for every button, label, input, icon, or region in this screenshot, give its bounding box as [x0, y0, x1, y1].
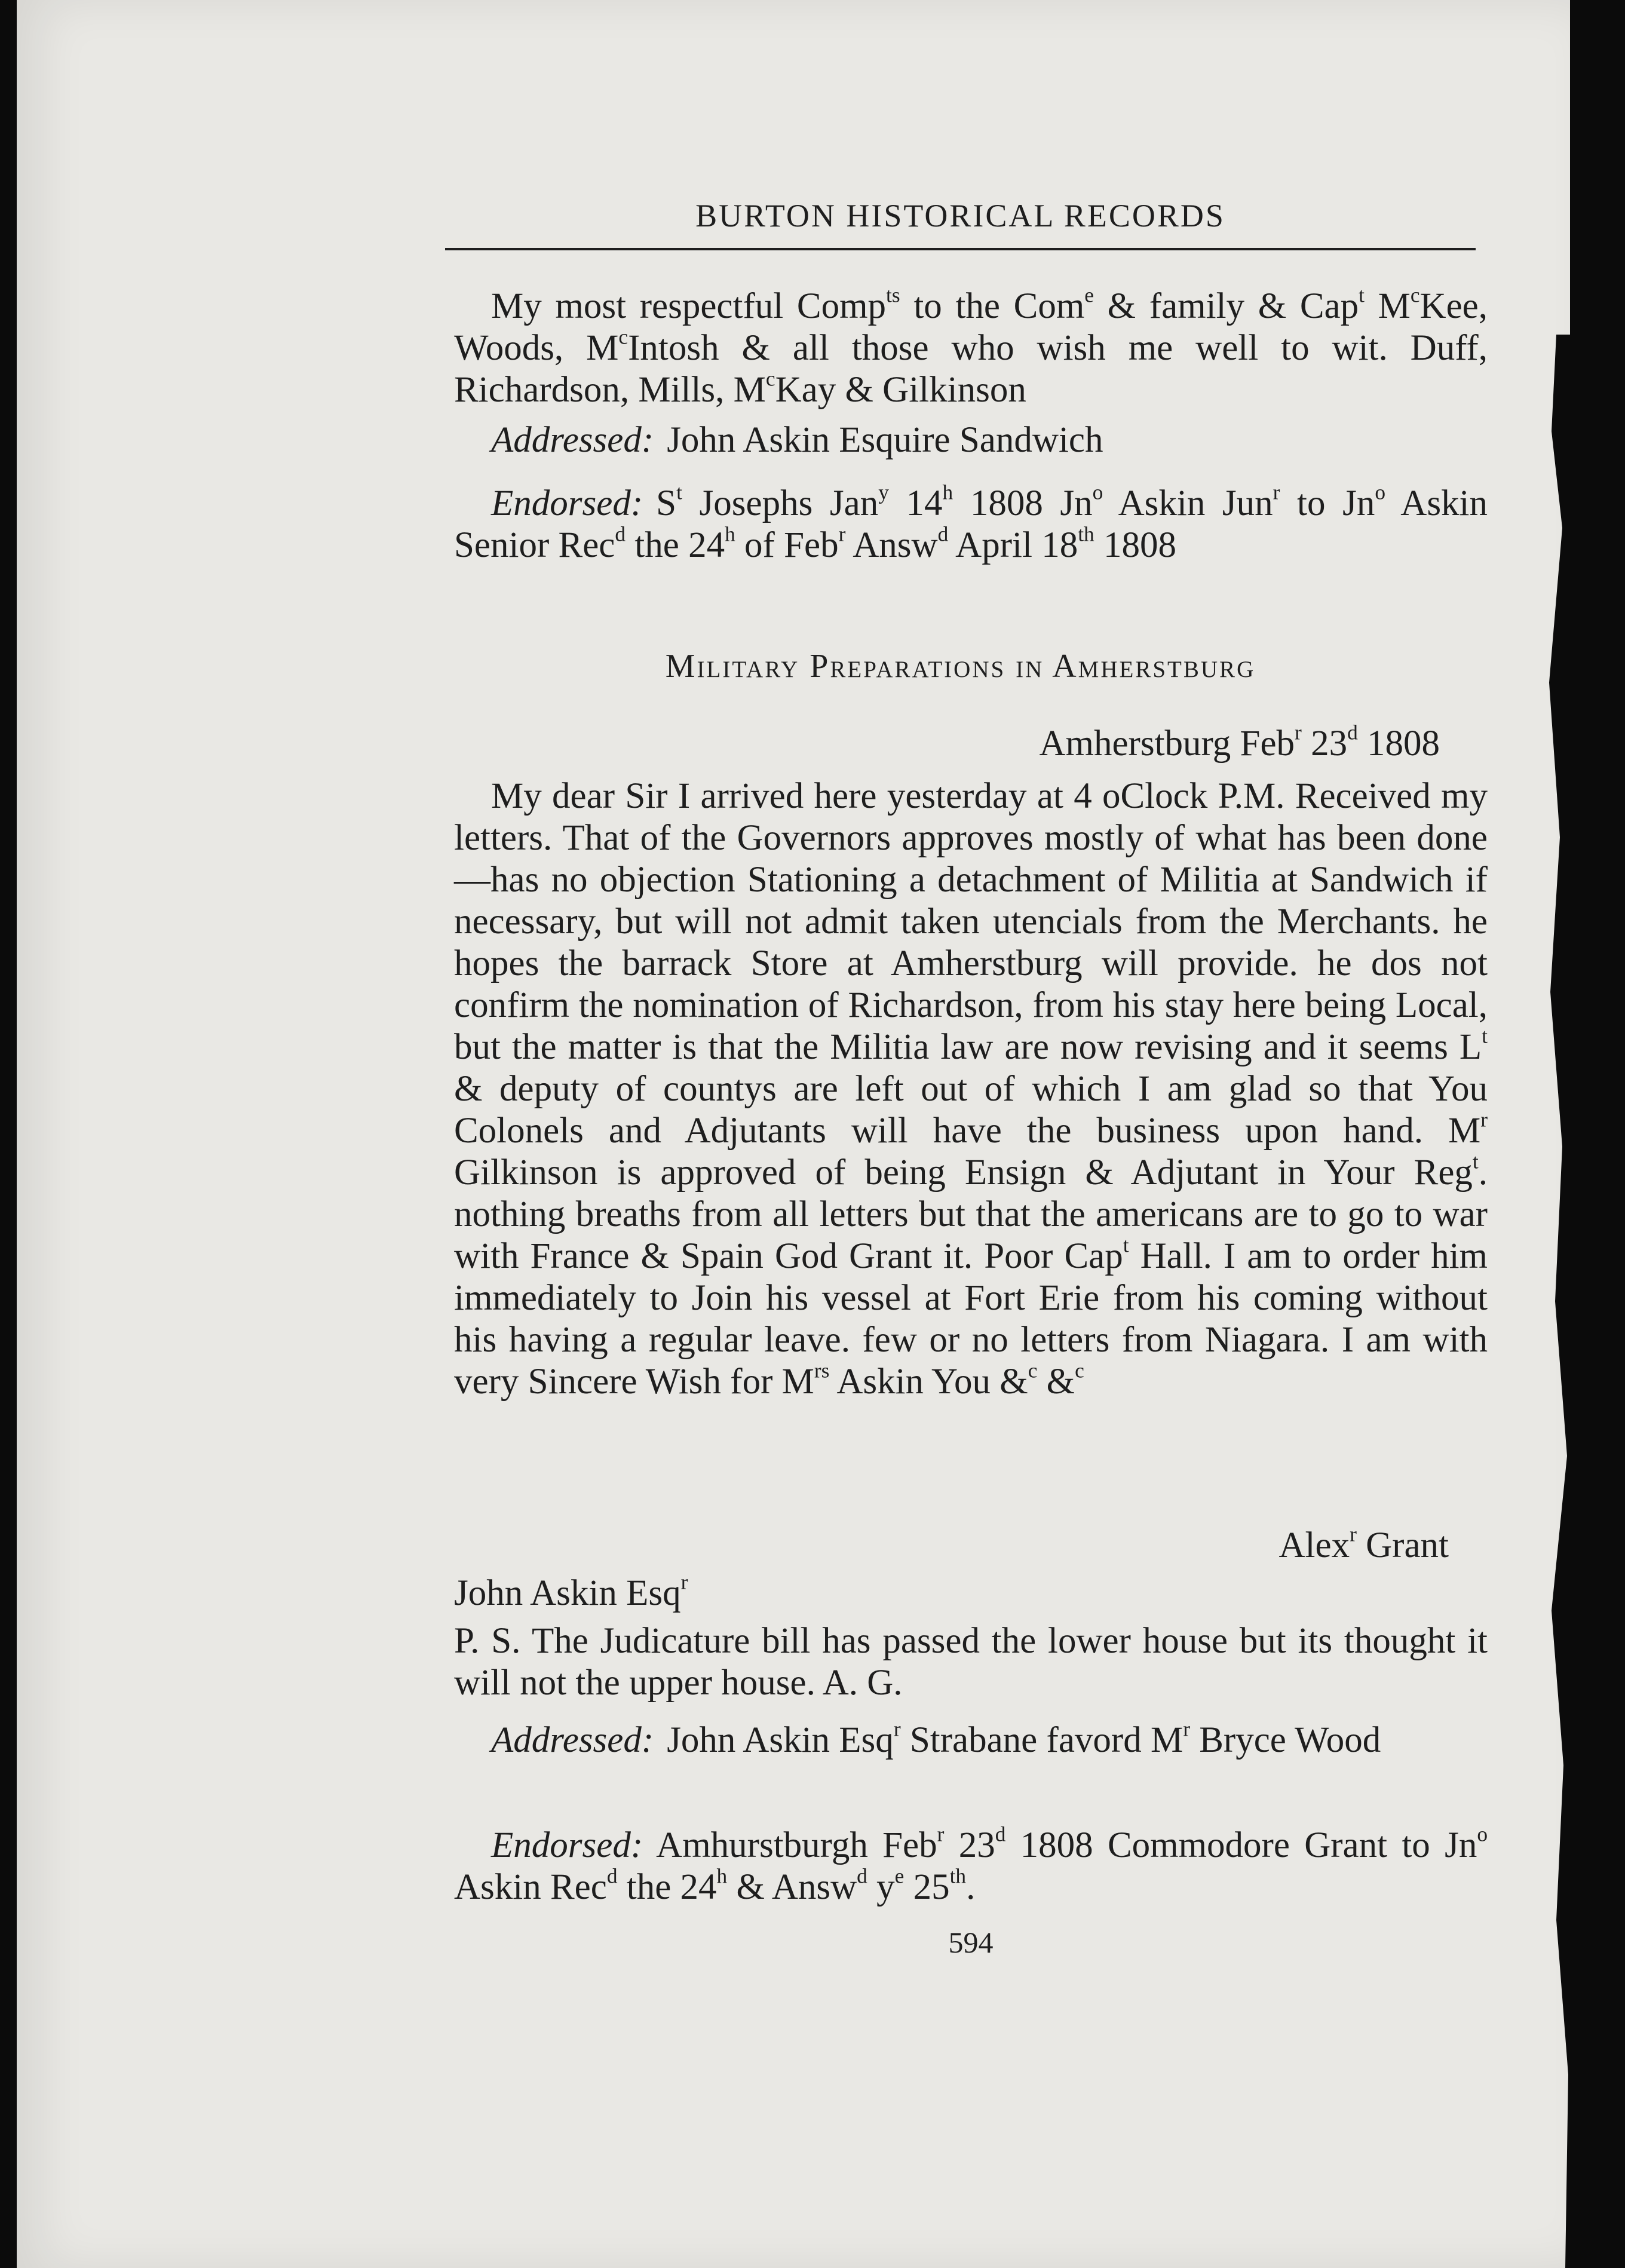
page-number: 594: [948, 1926, 994, 1959]
running-head: BURTON HISTORICAL RECORDS: [695, 198, 1225, 234]
header-rule: [445, 248, 1476, 250]
prev-letter-address: Addressed: John Askin Esquire Sandwich: [491, 420, 1103, 460]
prev-letter-closing: My most respectful Comp$^{ts}$ to the Com$^e$ & family & Cap$^t$ $M^cKee$, Woods, $M^cIntosh$ & all those who wish me well to wit. Duff, Richardson, Mills, $M^cKay$ & Gilkinson: [454, 283, 1488, 410]
letter-recipient: John Askin Esq$^r$: [454, 1570, 688, 1613]
letter-body: My dear Sir I arrived here yesterday at 4 oClock P.M. Received my letters. That of the Governors approves mostly of what has been done—has no objection Stationing a detachment of Militia at Sandwich if necessary, but will not admit taken utencials from the Merchants. he hopes the barrack Store at Amherstburg will provide. he dos not confirm the nomination of Richardson, from his stay here being Local, but the matter is that the Militia law are now revising and it seems $L^t$ & deputy of countys are left out of which I am glad so that You Colonels and Adjutants will have the business upon hand. $M^r$ Gilkinson is approved of being Ensign & Adjutant in Your Reg$^t$. nothing breaths from all letters but that the americans are to go to war with France & Spain God Grant it. Poor Cap$^t$ Hall. I am to order him immediately to Join his vessel at Fort Erie from his coming without his having a regular leave. few or no letters from Niagara. I am with very Sincere Wish for $M^{rs}$ Askin You &$^c$ &$^c$: [454, 776, 1488, 1402]
section-title: Military Preparations in Amherstburg: [665, 648, 1256, 685]
letter-signature: Alex$^r$ Grant: [1278, 1522, 1449, 1565]
letter-dateline: Amherstburg Feb$^r$ 23$^d$ 1808: [1039, 720, 1440, 764]
prev-letter-endorsement: Endorsed: $S^t$ Josephs Jan$^y$ 14$^h$ 1808 Jn$^o$ Askin Jun$^r$ to Jn$^o$ Askin Senior Rec$^d$ the 24$^h$ of Feb$^r$ Answ$^d$ April 18th 1808: [454, 480, 1488, 565]
letter-address: Addressed: John Askin Esq$^r$ Strabane favord $M^r$ Bryce Wood: [491, 1717, 1381, 1760]
letter-endorsement: Endorsed: Amhurstburgh Feb$^r$ 23$^d$ 1808 Commodore Grant to Jn$^o$ Askin Rec$^d$ the 24$^h$ & Answ$^d$ $y^e$ 25th.: [454, 1822, 1488, 1907]
letter-postscript: P. S. The Judicature bill has passed the lower house but its thought it will not the upper house. A. G.: [454, 1621, 1488, 1703]
